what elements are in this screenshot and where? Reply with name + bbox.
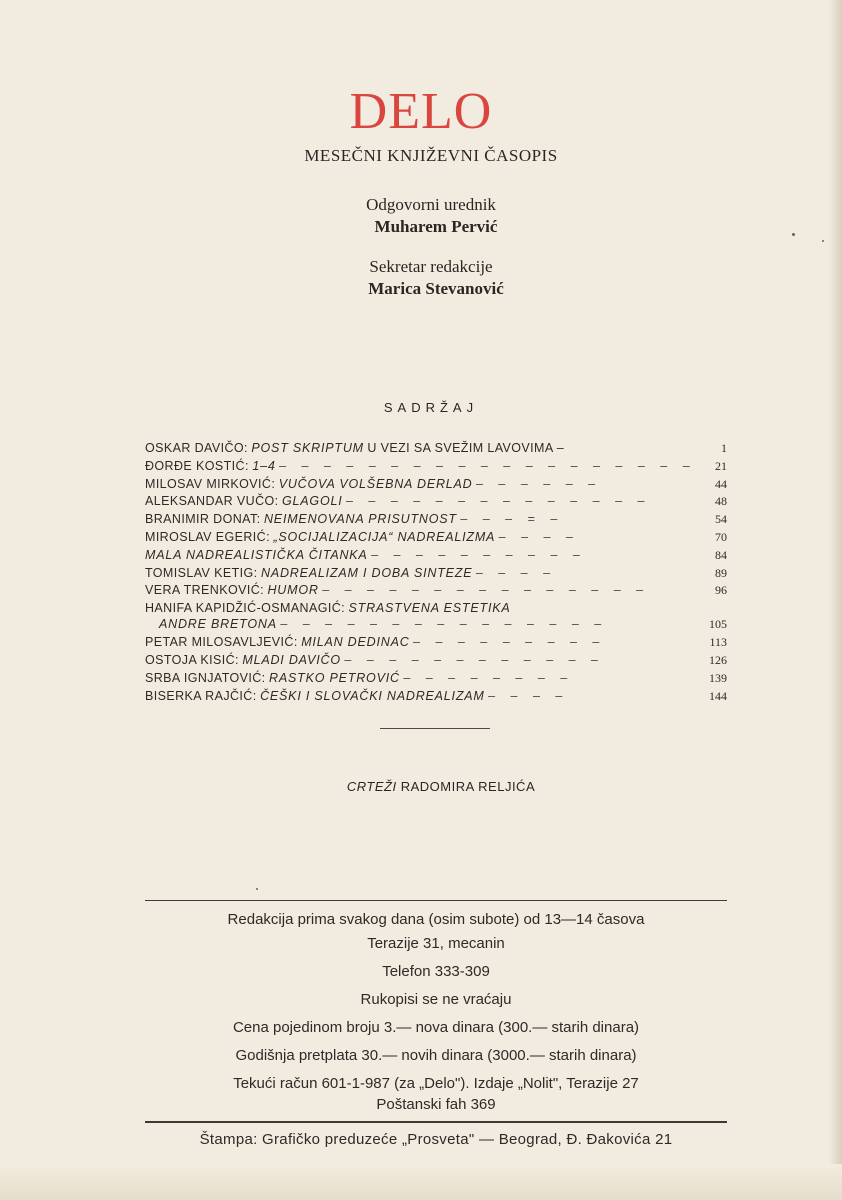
toc-leader: – – – –	[498, 529, 579, 544]
toc-entry	[145, 493, 727, 511]
toc-title: GLAGOLI	[282, 494, 343, 509]
illustrations-artist: RADOMIRA RELJIĆA	[400, 779, 536, 794]
toc-title: „SOCIJALIZACIJA“ NADREALIZMA	[273, 529, 496, 544]
toc-page-number: 105	[705, 616, 727, 632]
toc-leader: – – – – – – – –	[403, 670, 574, 685]
toc-entry	[145, 634, 727, 652]
toc-author: MILOSAV MIRKOVIĆ:	[145, 476, 276, 491]
illustrations-credit	[0, 779, 842, 794]
toc-leader: – – – – – – – – – – – – – –	[345, 494, 651, 509]
toc-page-number: 1	[717, 440, 727, 458]
illustrations-label: CRTEŽI	[346, 779, 397, 794]
toc-page-number: 113	[705, 634, 727, 652]
toc-title: NEIMENOVANA PRISUTNOST	[263, 512, 457, 527]
toc-leader: – – – – – –	[476, 476, 602, 491]
toc-entry	[145, 476, 727, 494]
staff-role: Odgovorni urednik	[366, 195, 496, 214]
printer-divider	[145, 1121, 727, 1123]
toc-author: ĐORĐE KOSTIĆ:	[145, 458, 249, 473]
section-divider	[380, 728, 490, 729]
toc-author: MIROSLAV EGERIĆ:	[145, 529, 270, 544]
toc-title: HUMOR	[267, 583, 319, 598]
magazine-subtitle: MESEČNI KNJIŽEVNI ČASOPIS	[304, 146, 558, 165]
info-line: Godišnja pretplata 30.— novih dinara (3000.— starih dinara)	[235, 1047, 637, 1064]
staff-role: Sekretar redakcije	[369, 257, 493, 276]
toc-entry	[145, 565, 727, 583]
toc-page-number: 21	[711, 458, 727, 476]
toc-author: OSTOJA KISIĆ:	[145, 652, 239, 667]
page-edge	[828, 0, 842, 1200]
toc-title: MLADI DAVIČO	[242, 652, 341, 667]
staff-secretary	[0, 256, 842, 300]
toc-author: VERA TRENKOVIĆ:	[145, 583, 264, 598]
toc-page-number: 84	[711, 547, 727, 565]
toc-entry	[145, 440, 727, 458]
toc-author: BISERKA RAJČIĆ:	[145, 688, 257, 703]
toc-author: SRBA IGNJATOVIĆ:	[145, 670, 266, 685]
toc-page-number: 44	[711, 476, 727, 494]
toc-title: POST SKRIPTUM	[251, 441, 364, 455]
staff-name: Muharem Pervić	[374, 217, 498, 236]
printer-imprint: Štampa: Grafičko preduzeće „Prosveta" — Beograd, Đ. Đakovića 21	[199, 1131, 673, 1148]
toc-title: NADREALIZAM I DOBA SINTEZE	[261, 565, 473, 580]
toc-entry	[145, 582, 727, 600]
toc-leader: – – – = –	[460, 512, 564, 527]
toc-leader: – – – – – – – – – – – – – – –	[322, 583, 650, 598]
toc-entry	[145, 547, 727, 565]
info-line: Redakcija prima svakog dana (osim subote) od 13—14 časova	[227, 911, 645, 928]
toc-title: STRASTVENA ESTETIKA	[348, 601, 511, 616]
toc-leader: – – – –	[488, 688, 569, 703]
toc-author: TOMISLAV KETIG:	[145, 565, 258, 580]
toc-entry	[145, 600, 727, 634]
toc-page-number: 89	[711, 565, 727, 583]
toc-page-number: 144	[705, 688, 727, 706]
toc-leader: – – – – – – – – – –	[371, 547, 586, 562]
toc-title: ČEŠKI I SLOVAČKI NADREALIZAM	[260, 688, 485, 703]
toc-leader: – – – – – – – – –	[413, 635, 606, 650]
toc-entry	[145, 458, 727, 476]
toc-author: BRANIMIR DONAT:	[145, 512, 261, 527]
toc-page-number: 139	[705, 670, 727, 688]
toc-leader: – – – –	[475, 565, 557, 580]
paper-speck	[792, 233, 795, 236]
info-line: Rukopisi se ne vraćaju	[360, 991, 512, 1008]
toc-continuation	[145, 616, 727, 632]
toc-author: PETAR MILOSAVLJEVIĆ:	[145, 635, 298, 650]
toc-page-number: 70	[711, 529, 727, 547]
toc-title: VUČOVA VOLŠEBNA DERLAD	[278, 476, 473, 491]
paper-speck	[822, 240, 824, 242]
toc-title-rest: U VEZI SA SVEŽIM LAVOVIMA –	[367, 441, 565, 455]
toc-entry	[145, 511, 727, 529]
toc-title-line2: ANDRE BRETONA	[159, 617, 277, 632]
info-line: Cena pojedinom broju 3.— nova dinara (300.— starih dinara)	[232, 1019, 640, 1036]
toc-page-number: 126	[705, 652, 727, 670]
toc-entry	[145, 688, 727, 706]
staff-name: Marica Stevanović	[368, 279, 504, 298]
editorial-info	[145, 900, 727, 1115]
paper-speck	[256, 888, 258, 890]
toc-title: RASTKO PETROVIĆ	[269, 670, 400, 685]
toc-title: 1–4	[252, 458, 276, 473]
info-line: Poštanski fah 369	[376, 1096, 496, 1113]
toc-author: HANIFA KAPIDŽIĆ-OSMANAGIĆ:	[145, 601, 346, 616]
staff-editor	[0, 194, 842, 238]
table-of-contents	[145, 440, 727, 705]
info-line: Terazije 31, mecanin	[367, 935, 505, 952]
toc-entry	[145, 529, 727, 547]
toc-leader: – – – – – – – – – – – – – – –	[280, 617, 608, 632]
toc-entry	[145, 670, 727, 688]
toc-author: OSKAR DAVIČO:	[145, 441, 248, 455]
toc-leader: – – – – – – – – – – – – – – – – – – –	[279, 458, 696, 473]
toc-page-number: 48	[711, 493, 727, 511]
toc-entry	[145, 652, 727, 670]
toc-author: ALEKSANDAR VUČO:	[145, 494, 279, 509]
toc-page-number: 96	[711, 582, 727, 600]
toc-title: MILAN DEDINAC	[301, 635, 410, 650]
info-line: Tekući račun 601-1-987 (za „Delo"). Izdaje „Nolit", Terazije 27	[233, 1075, 639, 1092]
toc-page-number: 54	[711, 511, 727, 529]
contents-heading: SADRŽAJ	[383, 400, 479, 415]
info-line: Telefon 333-309	[382, 963, 490, 980]
page-bottom-edge	[0, 1164, 842, 1200]
toc-title: MALA NADREALISTIČKA ČITANKA	[145, 547, 368, 562]
magazine-title: DELO	[349, 83, 493, 140]
toc-leader: – – – – – – – – – – – –	[344, 652, 604, 667]
